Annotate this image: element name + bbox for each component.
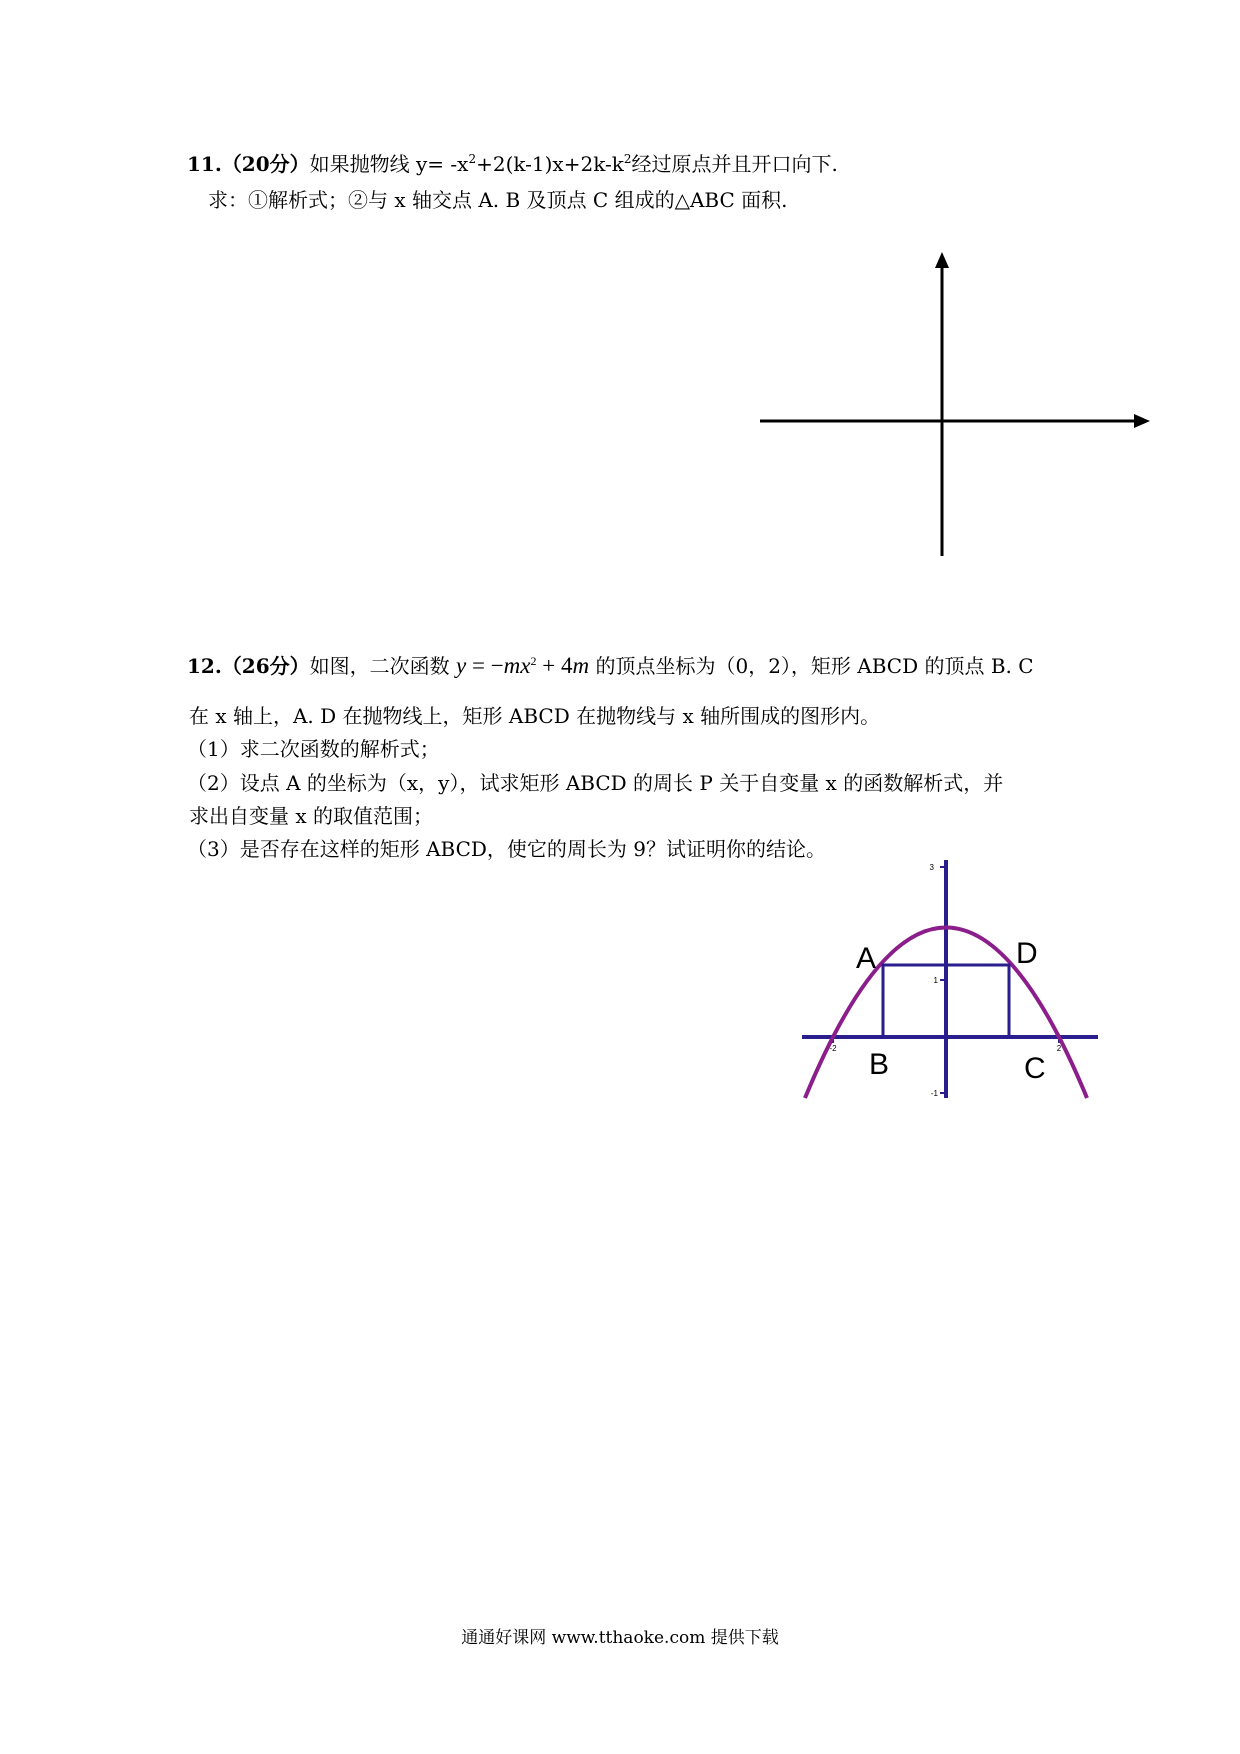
q12-parabola — [805, 928, 1087, 1099]
q11-text-a: 如果抛物线 y= -x — [309, 152, 469, 176]
q12-label-b: B — [869, 1048, 890, 1081]
q12-label-c: C — [1024, 1052, 1046, 1085]
q11-text-c: 经过原点并且开口向下. — [631, 152, 838, 176]
q12-points: （26分） — [221, 654, 310, 678]
q11-sup2: 2 — [623, 152, 632, 166]
q12-tick-label-y1: 1 — [933, 976, 938, 985]
q12-eq-sup: 2 — [530, 654, 537, 668]
q12-eq-minus: = − — [466, 653, 504, 678]
q12-line6: （3）是否存在这样的矩形 ABCD，使它的周长为 9？试证明你的结论。 — [187, 837, 827, 861]
q11-sup1: 2 — [468, 152, 477, 166]
q12-number: 12. — [187, 654, 222, 678]
q12-label-d: D — [1016, 937, 1038, 970]
q12-line5: 求出自变量 x 的取值范围； — [189, 804, 433, 828]
q11-number: 11. — [187, 152, 222, 176]
q12-eq-y: y — [456, 653, 467, 678]
q12-line4: （2）设点 A 的坐标为（x，y），试求矩形 ABCD 的周长 P 关于自变量 x 的函数解析式，并 — [187, 771, 1004, 795]
q11-y-axis-arrow — [935, 252, 949, 268]
q11-x-axis-arrow — [1134, 414, 1150, 428]
q12-eq-m: m — [572, 653, 590, 678]
q12-tick-label-yneg1: -1 — [930, 1089, 938, 1098]
q12-label-a: A — [856, 942, 877, 975]
page-footer: 通通好课网 www.tthaoke.com 提供下载 — [461, 1628, 779, 1648]
q11-points: （20分） — [221, 152, 310, 176]
q12-tick-label-y3: 3 — [929, 863, 934, 872]
q12-rectangle-abcd — [883, 965, 1009, 1037]
q11-line1 — [187, 148, 838, 177]
q12-tick-label-xneg2: -2 — [829, 1044, 837, 1053]
q12-eq-plus4: + 4 — [536, 653, 573, 678]
q12-equation — [456, 653, 589, 678]
q12-eq-mx: mx — [503, 653, 531, 678]
q12-line2: 在 x 轴上，A. D 在抛物线上，矩形 ABCD 在抛物线与 x 轴所围成的图形内。 — [189, 704, 881, 728]
q12-text-a: 如图，二次函数 — [309, 654, 456, 678]
q12-line1 — [187, 650, 1034, 679]
q12-tick-label-x2: 2 — [1056, 1044, 1062, 1053]
q12-line3: （1）求二次函数的解析式； — [187, 737, 440, 761]
q11-text-b: +2(k-1)x+2k-k — [476, 152, 624, 176]
q12-text-b: 的顶点坐标为（0，2），矩形 ABCD 的顶点 B. C — [589, 654, 1034, 678]
q11-line2: 求：①解析式；②与 x 轴交点 A. B 及顶点 C 组成的△ABC 面积. — [208, 188, 788, 212]
